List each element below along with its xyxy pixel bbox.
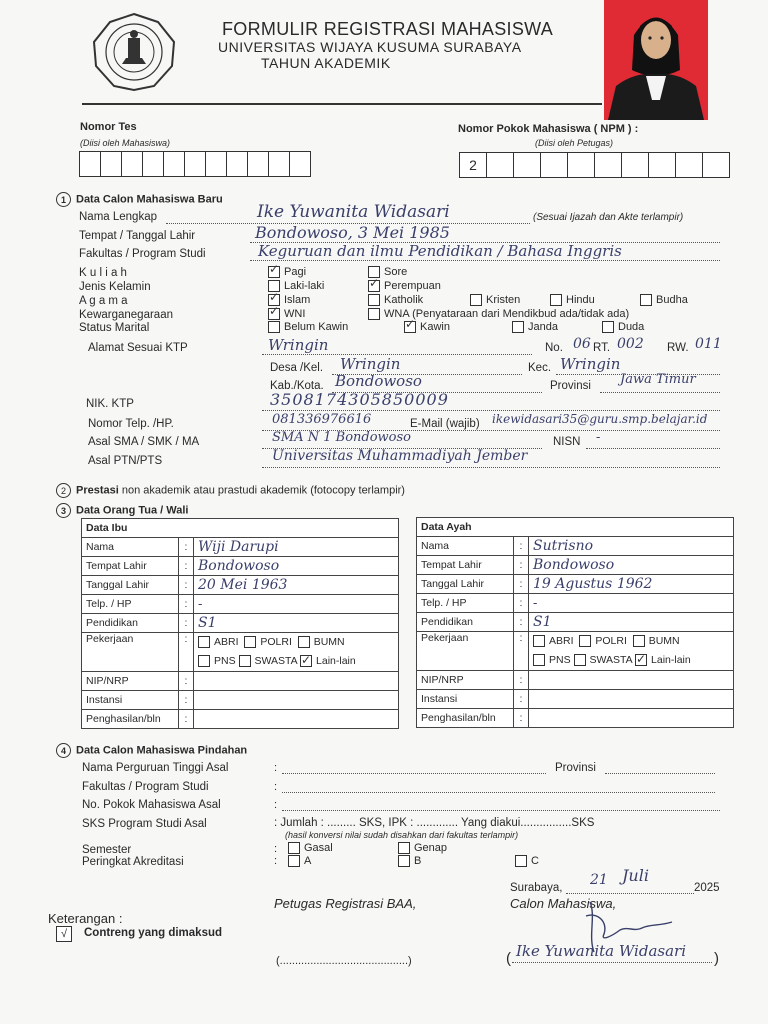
kec-label: Kec.: [528, 362, 552, 374]
agama-label: A g a m a: [79, 295, 128, 307]
colon: :: [179, 710, 194, 729]
petugas-label: Petugas Registrasi BAA,: [274, 896, 417, 911]
checkbox-icon: [244, 636, 256, 648]
checkbox-icon: [470, 294, 482, 306]
checkbox-icon: [398, 855, 410, 867]
job-label: Lain-lain: [316, 655, 356, 667]
row-label: NIP/NRP: [417, 671, 514, 690]
checkbox-icon: [579, 635, 591, 647]
nisn-label: NISN: [553, 436, 581, 448]
ayah-pendidikan[interactable]: S1: [529, 613, 734, 632]
fak-label: Fakultas / Program Studi: [79, 248, 206, 260]
opt-pagi[interactable]: [268, 266, 306, 278]
telp-label: Nomor Telp. /HP.: [88, 418, 174, 430]
opt-genap[interactable]: [398, 842, 447, 854]
prov-label: Provinsi: [550, 380, 591, 392]
sign-city: Surabaya,: [510, 882, 563, 894]
job-label: POLRI: [595, 635, 627, 647]
section-2: [56, 483, 405, 498]
opt-label: A: [304, 855, 312, 867]
opt-wni[interactable]: [268, 308, 305, 320]
checkbox-icon: [368, 308, 380, 320]
checkbox-icon: [404, 321, 416, 333]
pt-label: Nama Perguruan Tinggi Asal: [82, 762, 229, 774]
checkbox-icon: [268, 321, 280, 333]
checkbox-icon: [574, 654, 586, 666]
kab-value[interactable]: Bondowoso: [335, 372, 422, 390]
npm-label: Nomor Pokok Mahasiswa ( NPM ) :: [458, 123, 639, 135]
npm2-line[interactable]: [282, 810, 720, 811]
checkbox-icon: [239, 655, 251, 667]
row-label: Pendidikan: [417, 613, 514, 632]
job-label: BUMN: [313, 636, 345, 648]
checkbox-icon: [288, 842, 300, 854]
row-label: Pekerjaan: [82, 633, 179, 672]
nisn-value[interactable]: -: [596, 430, 601, 445]
opt-label: Sore: [384, 266, 408, 278]
university-name: UNIVERSITAS WIJAYA KUSUMA SURABAYA: [218, 39, 522, 55]
check-icon: √: [60, 928, 68, 940]
ibu-tanggal[interactable]: 20 Mei 1963: [194, 576, 399, 595]
section-title-text: Data Orang Tua / Wali: [76, 504, 189, 517]
opt-budha[interactable]: [640, 294, 688, 306]
colon: :: [179, 576, 194, 595]
opt-label: Gasal: [304, 842, 333, 854]
checkbox-icon: [368, 294, 380, 306]
job-label: PNS: [549, 654, 571, 666]
pt-prov-label: Provinsi: [555, 762, 596, 774]
desa-label: Desa /Kel.: [270, 362, 324, 374]
colon: :: [514, 537, 529, 556]
job-label: BUMN: [648, 635, 680, 647]
alamat-label: Alamat Sesuai KTP: [88, 342, 188, 354]
no-value[interactable]: 06: [573, 336, 591, 352]
kw-label: Kewarganegaraan: [79, 309, 173, 321]
row-label: Pendidikan: [82, 614, 179, 633]
sign-year: 2025: [694, 882, 720, 894]
npm2-label: No. Pokok Mahasiswa Asal: [82, 799, 221, 811]
rw-label: RW.: [667, 342, 689, 354]
opt-belum-kawin[interactable]: [268, 321, 348, 333]
section-4-title: [56, 743, 247, 758]
ayah-header: Data Ayah: [417, 518, 734, 537]
npm-boxes[interactable]: [459, 152, 729, 178]
ibu-pendidikan[interactable]: S1: [194, 614, 399, 633]
row-label: Telp. / HP: [417, 594, 514, 613]
opt-label: Kristen: [486, 294, 521, 306]
nama-note: (Sesuai Ijazah dan Akte terlampir): [533, 212, 684, 223]
keterangan-check: [56, 926, 72, 942]
calon-label: Calon Mahasiswa,: [510, 896, 617, 911]
checkbox-icon: [198, 636, 210, 648]
colon: :: [179, 614, 194, 633]
opt-label: Hindu: [566, 294, 595, 306]
checkbox-icon: [512, 321, 524, 333]
checkbox-icon: [635, 654, 647, 666]
kab-label: Kab./Kota.: [270, 380, 324, 392]
ayah-penghasilan[interactable]: [529, 709, 734, 728]
fak2-line[interactable]: [282, 792, 715, 793]
checkbox-icon: [268, 308, 280, 320]
section-number: 4: [56, 743, 71, 758]
academic-year: TAHUN AKADEMIK: [261, 55, 391, 71]
sks-text[interactable]: : Jumlah : ......... SKS, IPK : ............. Yang diakui................SKS: [274, 817, 595, 829]
section-title-text: Data Calon Mahasiswa Pindahan: [76, 744, 248, 757]
email-label: E-Mail (wajib): [410, 418, 480, 430]
checkbox-icon: [640, 294, 652, 306]
opt-perempuan[interactable]: [368, 280, 441, 292]
ptn-value[interactable]: Universitas Muhammadiyah Jember: [272, 448, 528, 464]
nomor-tes-label: Nomor Tes: [80, 121, 137, 133]
section-title-text: Data Calon Mahasiswa Baru: [76, 193, 223, 206]
ibu-nip[interactable]: [194, 672, 399, 691]
petugas-blank[interactable]: (..........................................): [276, 955, 412, 967]
opt-label: Laki-laki: [284, 280, 325, 292]
job-label: Lain-lain: [651, 654, 691, 666]
row-label: Penghasilan/bln: [82, 710, 179, 729]
npm2-colon: :: [274, 799, 278, 811]
job-label: ABRI: [214, 636, 239, 648]
opt-label: Kawin: [420, 321, 450, 333]
prov-line: [600, 392, 720, 393]
row-label: Pekerjaan: [417, 632, 514, 671]
opt-label: Genap: [414, 842, 448, 854]
keterangan-text: Contreng yang dimaksud: [84, 927, 223, 939]
ibu-tempat[interactable]: Bondowoso: [194, 557, 399, 576]
checkbox-icon: [602, 321, 614, 333]
section-number: 1: [56, 192, 71, 207]
checkbox-icon: [268, 266, 280, 278]
sign-month[interactable]: Juli: [622, 866, 649, 885]
nama-label: Nama Lengkap: [79, 211, 157, 223]
row-label: Tempat Lahir: [417, 556, 514, 575]
university-logo: [88, 12, 180, 92]
nomor-tes-boxes[interactable]: [79, 151, 310, 177]
ibu-nama[interactable]: Wiji Darupi: [194, 538, 399, 557]
ibu-header: Data Ibu: [82, 519, 399, 538]
nisn-line: [586, 448, 720, 449]
opt-label: C: [531, 855, 539, 867]
nik-value[interactable]: 3508174305850009: [270, 390, 449, 409]
nik-line: [262, 410, 720, 411]
colon: :: [514, 556, 529, 575]
ttl-label: Tempat / Tanggal Lahir: [79, 230, 196, 242]
prestasi-text: non akademik atau prastudi akademik (fotocopy terlampir): [121, 484, 405, 497]
colon: :: [514, 594, 529, 613]
email-value[interactable]: ikewidasari35@guru.smp.belajar.id: [492, 412, 708, 426]
alamat-value[interactable]: Wringin: [268, 336, 329, 354]
calon-name-close: ): [714, 950, 719, 967]
ttl-value[interactable]: Bondowoso, 3 Mei 1985: [255, 223, 450, 242]
semester-label: Semester: [82, 844, 132, 856]
sma-label: Asal SMA / SMK / MA: [88, 436, 200, 448]
ayah-pekerjaan[interactable]: [529, 632, 734, 671]
opt-kristen[interactable]: [470, 294, 520, 306]
checkbox-icon: [300, 655, 312, 667]
opt-katholik[interactable]: [368, 294, 423, 306]
table-ibu: [81, 518, 399, 729]
telp-value[interactable]: 081336976616: [272, 412, 372, 427]
section-1-title: [56, 192, 223, 207]
opt-akr-c[interactable]: [515, 855, 539, 867]
opt-label: WNA (Penyataraan dari Mendikbud ada/tidak ada): [384, 308, 630, 320]
fak2-label: Fakultas / Program Studi: [82, 781, 209, 793]
checkbox-icon: [398, 842, 410, 854]
colon: :: [514, 709, 529, 728]
form-title: FORMULIR REGISTRASI MAHASISWA: [222, 19, 554, 39]
job-label: SWASTA: [254, 655, 298, 667]
checkbox-icon: [368, 280, 380, 292]
colon: :: [514, 613, 529, 632]
sma-value[interactable]: SMA N 1 Bondowoso: [272, 430, 412, 445]
rt-label: RT.: [593, 342, 611, 354]
calon-name-open: (: [506, 950, 511, 967]
header-rule: [82, 103, 602, 105]
ayah-tempat[interactable]: Bondowoso: [529, 556, 734, 575]
checkbox-icon: [550, 294, 562, 306]
opt-janda[interactable]: [512, 321, 558, 333]
opt-gasal[interactable]: [288, 842, 333, 854]
nik-label: NIK. KTP: [86, 398, 134, 410]
opt-akr-b[interactable]: [398, 855, 421, 867]
sks-note: (hasil konversi nilai sudah disahkan dari fakultas terlampir): [285, 830, 519, 840]
opt-label: WNI: [284, 308, 306, 320]
rt-value[interactable]: 002: [617, 336, 644, 352]
row-label: Tanggal Lahir: [417, 575, 514, 594]
rw-value[interactable]: 011: [695, 336, 722, 352]
opt-label: B: [414, 855, 422, 867]
colon: :: [514, 690, 529, 709]
opt-label: Janda: [528, 321, 558, 333]
opt-label: Duda: [618, 321, 645, 333]
section-number: 2: [56, 483, 71, 498]
fak-value[interactable]: Keguruan dan ilmu Pendidikan / Bahasa Inggris: [258, 242, 622, 260]
ayah-instansi[interactable]: [529, 690, 734, 709]
ibu-telp[interactable]: -: [194, 595, 399, 614]
npm-note: (Diisi oleh Petugas): [535, 138, 614, 148]
checkbox-icon: [515, 855, 527, 867]
checkbox-icon: [198, 655, 210, 667]
pt-colon: :: [274, 762, 278, 774]
colon: :: [514, 671, 529, 690]
sign-date-line: [566, 893, 694, 894]
checkbox-icon: [533, 654, 545, 666]
row-label: Penghasilan/bln: [417, 709, 514, 728]
colon: :: [179, 538, 194, 557]
sem-colon: :: [274, 843, 278, 855]
opt-label: Budha: [656, 294, 688, 306]
ibu-pekerjaan[interactable]: [194, 633, 399, 672]
ayah-tanggal[interactable]: 19 Agustus 1962: [529, 575, 734, 594]
job-label: PNS: [214, 655, 236, 667]
ptn-label: Asal PTN/PTS: [88, 455, 163, 467]
sks-label: SKS Program Studi Asal: [82, 818, 207, 830]
calon-name-line: [512, 962, 712, 963]
opt-label: Perempuan: [384, 280, 441, 292]
colon: :: [179, 691, 194, 710]
akr-colon: :: [274, 855, 278, 867]
jk-label: Jenis Kelamin: [79, 281, 151, 293]
prestasi-bold: Prestasi: [76, 484, 119, 497]
nomor-tes-note: (Diisi oleh Mahasiswa): [80, 138, 171, 148]
ptn-line: [262, 467, 720, 468]
calon-name[interactable]: Ike Yuwanita Widasari: [516, 942, 687, 960]
opt-label: Belum Kawin: [284, 321, 349, 333]
job-label: POLRI: [260, 636, 292, 648]
opt-hindu[interactable]: [550, 294, 595, 306]
row-label: NIP/NRP: [82, 672, 179, 691]
akreditasi-label: Peringkat Akreditasi: [82, 856, 184, 868]
ibu-instansi[interactable]: [194, 691, 399, 710]
opt-akr-a[interactable]: [288, 855, 311, 867]
opt-duda[interactable]: [602, 321, 644, 333]
colon: :: [514, 575, 529, 594]
row-label: Tempat Lahir: [82, 557, 179, 576]
kuliah-label: K u l i a h: [79, 267, 127, 279]
prov-value[interactable]: Jawa Timur: [620, 372, 696, 387]
table-ayah: [416, 517, 734, 728]
fak2-colon: :: [274, 781, 278, 793]
colon: :: [179, 595, 194, 614]
row-label: Telp. / HP: [82, 595, 179, 614]
opt-kawin[interactable]: [404, 321, 450, 333]
row-label: Instansi: [82, 691, 179, 710]
colon: :: [179, 557, 194, 576]
colon: :: [514, 632, 529, 671]
colon: :: [179, 633, 194, 672]
colon: :: [179, 672, 194, 691]
sign-day[interactable]: 21: [590, 872, 608, 888]
checkbox-icon: [298, 636, 310, 648]
desa-value[interactable]: Wringin: [340, 355, 401, 373]
nama-value[interactable]: Ike Yuwanita Widasari: [257, 202, 450, 222]
opt-label: Pagi: [284, 266, 307, 278]
row-label: Tanggal Lahir: [82, 576, 179, 595]
section-number: 3: [56, 503, 71, 518]
student-photo: [604, 0, 708, 120]
ayah-telp[interactable]: -: [529, 594, 734, 613]
checkbox-icon: [533, 635, 545, 647]
ayah-nip[interactable]: [529, 671, 734, 690]
row-label: Nama: [417, 537, 514, 556]
pt-prov-line[interactable]: [605, 773, 715, 774]
job-label: SWASTA: [589, 654, 633, 666]
ayah-nama[interactable]: Sutrisno: [529, 537, 734, 556]
job-label: ABRI: [549, 635, 574, 647]
ibu-penghasilan[interactable]: [194, 710, 399, 729]
row-label: Instansi: [417, 690, 514, 709]
opt-label: Katholik: [384, 294, 424, 306]
checkbox-icon: [288, 855, 300, 867]
checkbox-icon: [633, 635, 645, 647]
pt-line[interactable]: [282, 773, 546, 774]
opt-label: Islam: [284, 294, 311, 306]
row-label: Nama: [82, 538, 179, 557]
section-3-title: [56, 503, 188, 518]
npm-digit: 2: [459, 152, 487, 178]
status-label: Status Marital: [79, 322, 150, 334]
kec-value[interactable]: Wringin: [560, 355, 621, 373]
keterangan-label: Keterangan :: [48, 911, 123, 926]
no-label: No.: [545, 342, 563, 354]
fak-line: [250, 260, 720, 261]
